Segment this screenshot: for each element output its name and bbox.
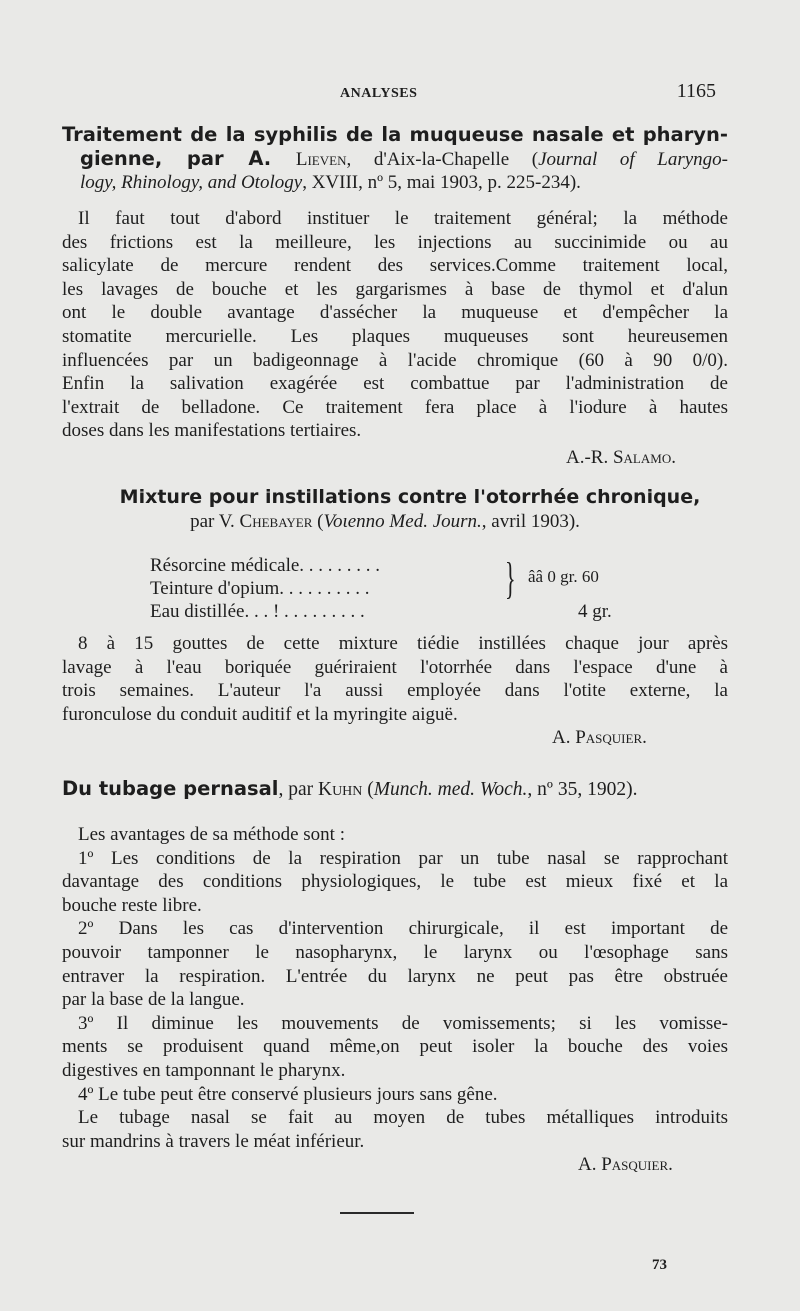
text-line: 4º Le tube peut être conservé plusieurs jours sans gêne. [78,1083,498,1105]
page-number: 1165 [676,80,716,102]
text-line: Le tubage nasal se fait au moyen de tubes métalliques introduits [78,1107,728,1129]
article-title-line: Traitement de la syphilis de la muqueuse nasale et pharyn- [62,123,728,146]
signature-mark: 73 [652,1257,667,1273]
text-line: bouche reste libre. [62,894,202,916]
text-line: Il faut tout d'abord instituer le traitement général; la méthode [78,208,728,229]
article-title-line: logy, Rhinology, and Otology, XVIII, nº 5, mai 1903, p. 225-234). [80,172,581,194]
text-line: ont le double avantage d'assécher la muqueuse et d'empêcher la [62,302,728,324]
journal-name: logy, Rhinology, and Otology [80,172,303,194]
ingredient: Teinture d'opium. . . . . . . . . . [150,578,370,599]
text-line: 3º Il diminue les mouvements de vomissements; si les vomisse- [78,1012,728,1034]
journal-name: Voɩenno Med. Journ. [323,510,482,532]
text-line: lavage à l'eau boriquée guériraient l'otorrhée dans l'espace d'une à [62,656,728,678]
text-line: 2º Dans les cas d'intervention chirurgicale, il est important de [78,918,728,940]
text-line: sur mandrins à travers le méat inférieur. [62,1130,365,1152]
signature: A. Pasquier. [578,1154,673,1175]
article-title-line: par V. Chebayer (Voɩenno Med. Journ., avril 1903). [190,510,580,532]
running-head [0,80,800,110]
brace: } [505,554,516,603]
text-line: par la base de la langue. [62,989,245,1011]
text-line: 8 à 15 gouttes de cette mixture tiédie instillées chaque jour après [78,633,728,654]
article-tubage-title [62,777,728,802]
signature: A. Pasquier. [552,727,647,748]
article-syphilis-body [62,207,728,443]
ingredient: Eau distillée. . . ! . . . . . . . . . [150,601,365,622]
journal-name: Journal of Laryngo- [538,148,728,170]
article-otorrhee-body [62,632,728,726]
article-tubage-body [62,823,728,1153]
dose: 4 gr. [578,601,612,622]
text-line: digestives en tamponnant le pharynx. [62,1059,346,1081]
text-line: ments se produisent quand même,on peut isoler la bouche des voies [62,1036,728,1058]
author-name: Kuhn [317,779,363,800]
journal-name: Munch. med. Woch. [373,779,528,800]
text-line: furonculose du conduit auditif et la myringite aiguë. [62,703,458,725]
article-title-line: Mixture pour instillations contre l'otorrhée chronique, [119,486,701,508]
running-head-title: ANALYSES [340,86,418,101]
text-line: l'extrait de belladone. Ce traitement fera place à l'iodure à hautes [62,396,728,418]
text-line: Enfin la salivation exagérée est combattue par l'administration de [62,373,728,395]
author-name: Lieven [295,148,347,170]
text-line: doses dans les manifestations tertiaires. [62,420,362,442]
text-line: influencées par un badigeonnage à l'acide chromique (60 à 90 0/0). [62,349,728,371]
article-otorrhee-title [62,486,728,533]
article-syphilis-title [62,123,728,195]
ingredient: Résorcine médicale. . . . . . . . . [150,555,381,576]
text-line: stomatite mercurielle. Les plaques muqueuses sont heureusemen [62,325,728,347]
text-line: salicylate de mercure rendent des services.Comme traitement local, [62,255,728,277]
text-line: entraver la respiration. L'entrée du larynx ne peut pas être obstruée [62,965,728,987]
signature: A.-R. Salamo. [566,447,676,468]
text-line: pouvoir tamponner le nasopharynx, le larynx ou l'œsophage sans [62,941,728,963]
text-line: des frictions est la meilleure, les injections au succinimide ou au [62,231,728,253]
text-line: trois semaines. L'auteur l'a aussi employée dans l'otite externe, la [62,680,728,702]
text-line: les lavages de bouche et les gargarismes à base de thymol et d'alun [62,278,728,300]
author-name: Chebayer [239,510,313,532]
end-rule [340,1212,414,1214]
prescription [150,555,670,625]
shared-dose: ââ 0 gr. 60 [528,567,599,586]
article-title-line: Du tubage pernasal, par Kuhn (Munch. med. Woch., nº 35, 1902). [62,777,638,800]
text-line: Les avantages de sa méthode sont : [78,824,345,845]
text-line: davantage des conditions physiologiques, le tube est mieux fixé et la [62,871,728,893]
article-title-line: gienne, par A. Lieven, d'Aix-la-Chapelle (Journal of Laryngo- [80,146,728,170]
text-line: 1º Les conditions de la respiration par un tube nasal se rapprochant [78,847,728,869]
